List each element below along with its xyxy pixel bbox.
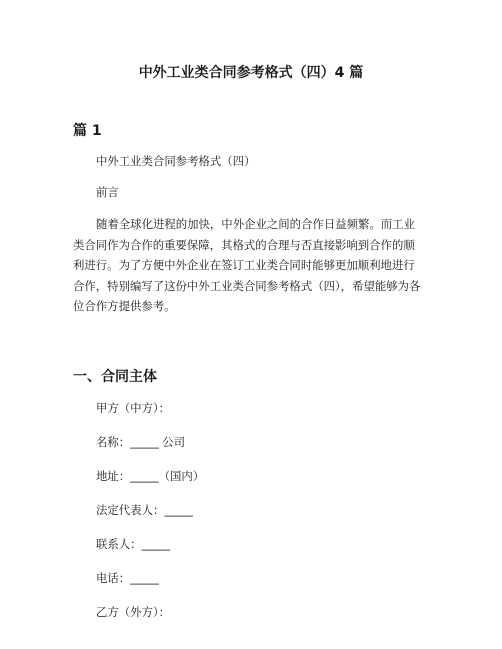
section-heading-contract-parties: 一、合同主体 (73, 369, 157, 385)
party-b-label: 乙方（外方）： (96, 605, 171, 619)
document-title: 中外工业类合同参考格式（四）4 篇 (138, 65, 364, 81)
party-a-phone: 电话：_____ (96, 571, 159, 585)
party-a-label: 甲方（中方）： (96, 401, 171, 415)
preface-line: 合作，特别编写了这份中外工业类合同参考格式（四），希望能够为各 (73, 278, 421, 293)
preface-line: 利进行。为了方便中外企业在签订工业类合同时能够更加顺利地进行 (73, 258, 415, 272)
document-subtitle: 中外工业类合同参考格式（四） (96, 154, 256, 168)
preface-line: 随着全球化进程的加快，中外企业之间的合作日益频繁。而工业 (96, 217, 415, 231)
preface-line: 位合作方提供参考。 (73, 299, 176, 313)
party-a-contact: 联系人：_____ (96, 537, 171, 551)
party-a-legal-rep: 法定代表人：_____ (96, 503, 193, 517)
preface-paragraph (73, 214, 431, 317)
party-a-address: 地址：_____（国内） (96, 469, 205, 483)
preface-line: 类合同作为合作的重要保障，其格式的合理与否直接影响到合作的顺 (73, 237, 415, 252)
party-a-name: 名称：_____ 公司 (96, 435, 186, 449)
preface-label: 前言 (96, 185, 119, 199)
part-heading: 篇 1 (73, 123, 102, 139)
